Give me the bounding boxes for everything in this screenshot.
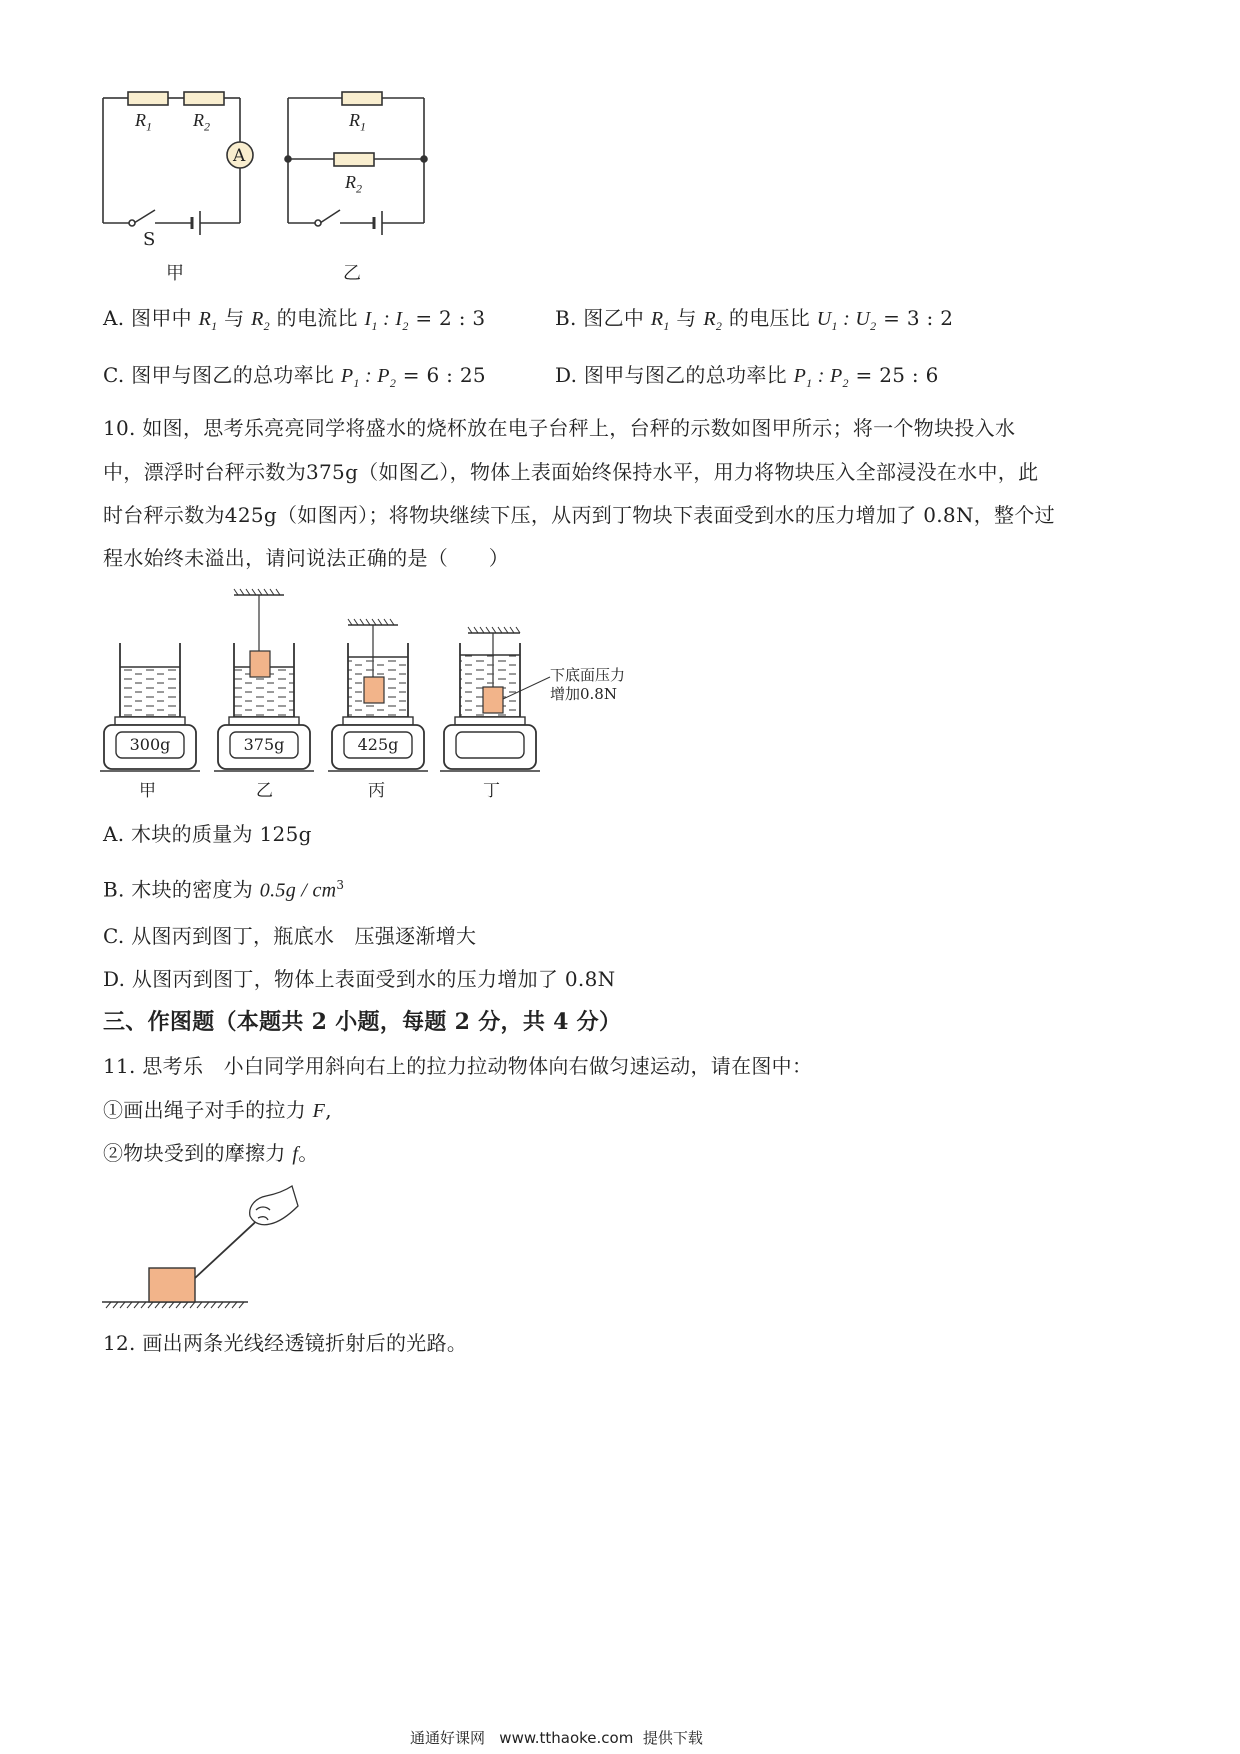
q10-option-d: D. 从图丙到图丁，物体上表面受到水的压力增加了 0.8N xyxy=(103,967,616,991)
resistor-r1-jia xyxy=(128,92,168,105)
q9-option-a: A. 图甲中 $R_1$ 与 $R_2$ 的电流比 $I_1$ : $I_2 = 2$ : 3 xyxy=(103,306,486,333)
switch-label: S xyxy=(143,229,156,250)
circuit-jia xyxy=(103,92,253,235)
r2-label-jia: $R_2$ xyxy=(193,110,210,134)
rope xyxy=(195,1214,264,1278)
setup-ding xyxy=(440,627,550,771)
figure-label-bing-q10: 丙 xyxy=(368,781,385,801)
resistor-r1-yi xyxy=(342,92,382,105)
resistor-r2-jia xyxy=(184,92,224,105)
switch-lever-jia xyxy=(134,210,155,223)
scale-readout-bing: 425g xyxy=(357,735,399,754)
scale-readout-jia: 300g xyxy=(129,735,171,754)
q11-item-2: ②物块受到的摩擦力 f。 xyxy=(103,1141,319,1165)
q11-item-1: ①画出绳子对手的拉力 F, xyxy=(103,1098,332,1122)
figure-label-yi-q10: 乙 xyxy=(256,781,273,801)
figure-label-jia: 甲 xyxy=(166,263,184,284)
ammeter-label: A xyxy=(233,146,246,166)
figure-label-yi: 乙 xyxy=(343,263,361,284)
q9-option-d: D. 图甲与图乙的总功率比 $P_1$ : $P_2 = 25$ : 6 xyxy=(555,363,939,390)
circuit-diagrams xyxy=(100,90,500,320)
q11-line-1: 11. 思考乐 小白同学用斜向右上的拉力拉动物体向右做匀速运动，请在图中： xyxy=(103,1054,813,1078)
wood-block-yi xyxy=(250,651,270,677)
resistor-r2-yi xyxy=(334,153,374,166)
q10-option-a: A. 木块的质量为 125g xyxy=(103,822,312,846)
switch-lever-yi xyxy=(320,210,340,223)
scale-readout-yi: 375g xyxy=(243,735,285,754)
annotation-pressure: 下底面压力 增加0.8N xyxy=(550,666,626,703)
q10-line-4: 程水始终未溢出，请问说法正确的是（ ） xyxy=(103,546,509,570)
wood-block-bing xyxy=(364,677,384,703)
r2-label-yi: $R_2$ xyxy=(345,172,362,196)
block xyxy=(149,1268,195,1302)
q10-line-1: 10. 如图，思考乐亮亮同学将盛水的烧杯放在电子台秤上，台秤的示数如图甲所示；将一个物块投入水 xyxy=(103,416,1016,440)
q10-line-2: 中，漂浮时台秤示数为375g（如图乙），物体上表面始终保持水平，用力将物块压入全部浸没在水中，此 xyxy=(103,460,1039,484)
q10-line-3: 时台秤示数为425g（如图丙）；将物块继续下压，从丙到丁物块下表面受到水的压力增加了 0.8N，整个过 xyxy=(103,503,1055,527)
q12-line-1: 12. 画出两条光线经透镜折射后的光路。 xyxy=(103,1331,468,1355)
page-footer: 通通好课网 www.tthaoke.com 提供下载 xyxy=(410,1729,703,1747)
figure-label-ding-q10: 丁 xyxy=(483,781,500,801)
q10-option-b: B. 木块的密度为 $0.5g / cm^3$ xyxy=(103,877,345,902)
q9-option-c: C. 图甲与图乙的总功率比 $P_1$ : $P_2 = 6$ : 25 xyxy=(103,363,486,390)
pull-block-figure xyxy=(100,1180,310,1310)
q10-option-c: C. 从图丙到图丁，瓶底水 压强逐渐增大 xyxy=(103,924,477,948)
r1-label-jia: $R_1$ xyxy=(135,110,152,134)
q9-option-b: B. 图乙中 $R_1$ 与 $R_2$ 的电压比 $U_1$ : $U_2 = 3$ : 2 xyxy=(555,306,954,333)
r1-label-yi: $R_1$ xyxy=(349,110,366,134)
section-heading: 三、作图题（本题共 2 小题，每题 2 分，共 4 分） xyxy=(103,1009,622,1035)
hand-icon xyxy=(250,1186,298,1225)
ground xyxy=(102,1302,248,1308)
wood-block-ding xyxy=(483,687,503,713)
figure-label-jia-q10: 甲 xyxy=(139,781,156,801)
